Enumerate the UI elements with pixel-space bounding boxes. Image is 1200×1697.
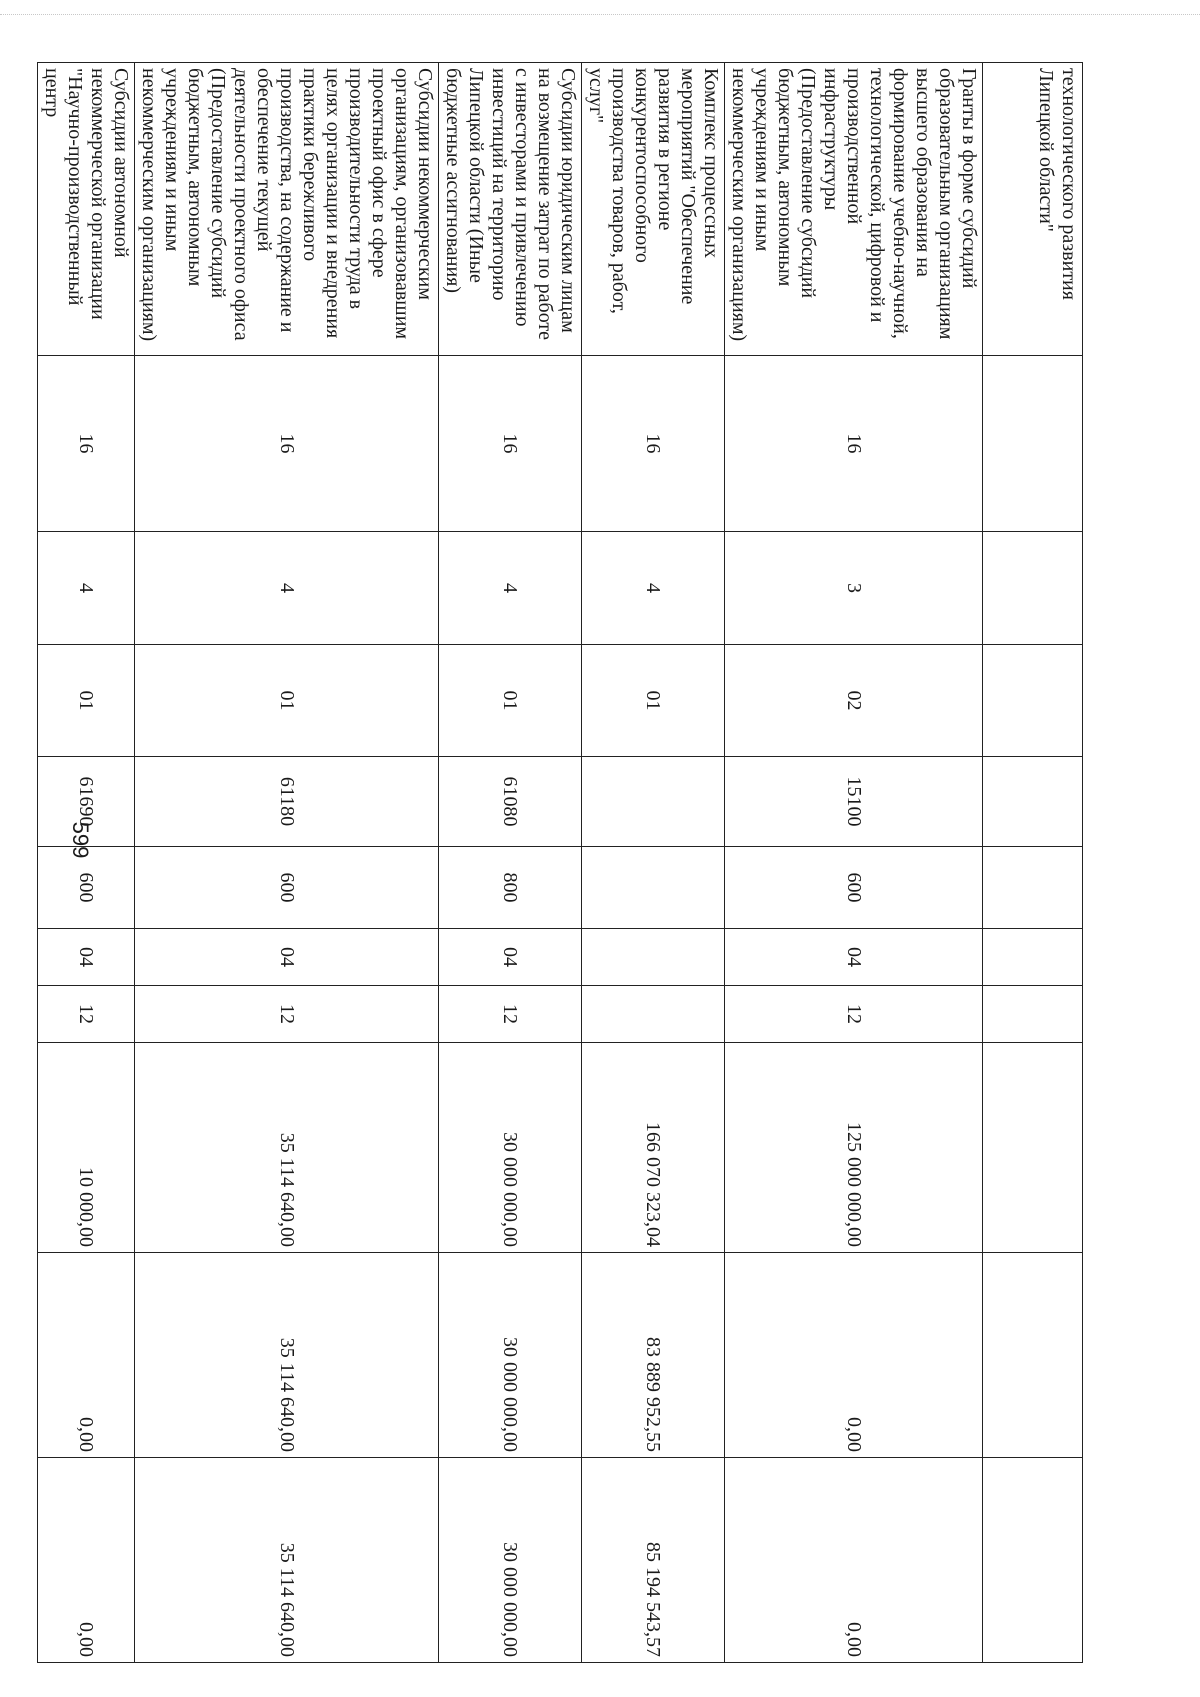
subsection-cell: 01 [135, 645, 439, 757]
subprogram-cell: 12 [439, 986, 582, 1043]
grbs-cell: 16 [38, 356, 135, 532]
expense-type-cell: 600 [135, 847, 439, 929]
row-description: технологического развития Липецкой области" [983, 63, 1083, 356]
subsection-cell [983, 645, 1083, 757]
amount-2026-cell: 0,00 [38, 1458, 135, 1663]
section-cell: 4 [38, 532, 135, 645]
grbs-cell: 16 [439, 356, 582, 532]
section-cell [983, 532, 1083, 645]
target-article-cell: 61690 [38, 757, 135, 847]
amount-2024-cell [983, 1043, 1083, 1253]
table-row [135, 63, 439, 1663]
expense-type-cell: 800 [439, 847, 582, 929]
subprogram-cell: 12 [725, 986, 983, 1043]
row-description: Гранты в форме субсидий образовательным организациям высшего образования на формирование учебно-научной, технологической, цифровой и производственной инфраструктуры (Предоставление субсидий бюджетным, автономным учреждениям и иным некоммерческим организациям) [725, 63, 983, 356]
grbs-cell: 16 [135, 356, 439, 532]
section-cell: 4 [135, 532, 439, 645]
table-row [983, 63, 1083, 1663]
subsection-cell: 01 [439, 645, 582, 757]
amount-2024-cell: 125 000 000,00 [725, 1043, 983, 1253]
expense-type-cell: 600 [725, 847, 983, 929]
subsection-cell: 01 [582, 645, 725, 757]
table-row [38, 63, 135, 1663]
amount-2024-cell: 10 000,00 [38, 1043, 135, 1253]
target-article-cell: 61180 [135, 757, 439, 847]
amount-2025-cell: 30 000 000,00 [439, 1253, 582, 1458]
amount-2025-cell: 0,00 [725, 1253, 983, 1458]
program-cell: 04 [439, 929, 582, 986]
table-row [725, 63, 983, 1663]
amount-2025-cell: 83 889 952,55 [582, 1253, 725, 1458]
target-article-cell: 61080 [439, 757, 582, 847]
expense-type-cell [983, 847, 1083, 929]
grbs-cell: 16 [582, 356, 725, 532]
subsection-cell: 02 [725, 645, 983, 757]
expense-type-cell [582, 847, 725, 929]
section-cell: 3 [725, 532, 983, 645]
amount-2026-cell: 85 194 543,57 [582, 1458, 725, 1663]
row-description: Субсидии юридическим лицам на возмещение затрат по работе с инвесторами и привлечению инвестиций на территорию Липецкой области (Иные бюджетные ассигнования) [439, 63, 582, 356]
target-article-cell [582, 757, 725, 847]
program-cell: 04 [135, 929, 439, 986]
subprogram-cell: 12 [135, 986, 439, 1043]
scan-edge [0, 0, 1200, 15]
amount-2025-cell: 0,00 [38, 1253, 135, 1458]
subprogram-cell [582, 986, 725, 1043]
budget-table [37, 62, 1083, 1663]
target-article-cell: 15100 [725, 757, 983, 847]
amount-2026-cell: 30 000 000,00 [439, 1458, 582, 1663]
subprogram-cell [983, 986, 1083, 1043]
amount-2026-cell [983, 1458, 1083, 1663]
table-row [439, 63, 582, 1663]
amount-2025-cell: 35 114 640,00 [135, 1253, 439, 1458]
subprogram-cell: 12 [38, 986, 135, 1043]
section-cell: 4 [582, 532, 725, 645]
section-cell: 4 [439, 532, 582, 645]
amount-2026-cell: 0,00 [725, 1458, 983, 1663]
expense-type-cell: 600 [38, 847, 135, 929]
amount-2024-cell: 166 070 323,04 [582, 1043, 725, 1253]
row-description: Субсидии некоммерческим организациям, организовавшим проектный офис в сфере производительности труда в целях организации и внедрения практики бережливого производства, на содержание и обеспечение текущей деятельности проектного офиса (Предоставление субсидий бюджетным, автономным учреждениям и иным некоммерческим организациям) [135, 63, 439, 356]
grbs-cell: 16 [725, 356, 983, 532]
program-cell: 04 [38, 929, 135, 986]
amount-2024-cell: 30 000 000,00 [439, 1043, 582, 1253]
row-description: Субсидии автономной некоммерческой организации "Научно-производственный центр [38, 63, 135, 356]
table-row [582, 63, 725, 1663]
grbs-cell [983, 356, 1083, 532]
program-cell: 04 [725, 929, 983, 986]
program-cell [582, 929, 725, 986]
budget-table-rotated [41, 62, 1083, 1662]
subsection-cell: 01 [38, 645, 135, 757]
target-article-cell [983, 757, 1083, 847]
program-cell [983, 929, 1083, 986]
amount-2024-cell: 35 114 640,00 [135, 1043, 439, 1253]
row-description: Комплекс процессных мероприятий "Обеспечение развития в регионе конкурентоспособного производства товаров, работ, услуг" [582, 63, 725, 356]
amount-2026-cell: 35 114 640,00 [135, 1458, 439, 1663]
amount-2025-cell [983, 1253, 1083, 1458]
